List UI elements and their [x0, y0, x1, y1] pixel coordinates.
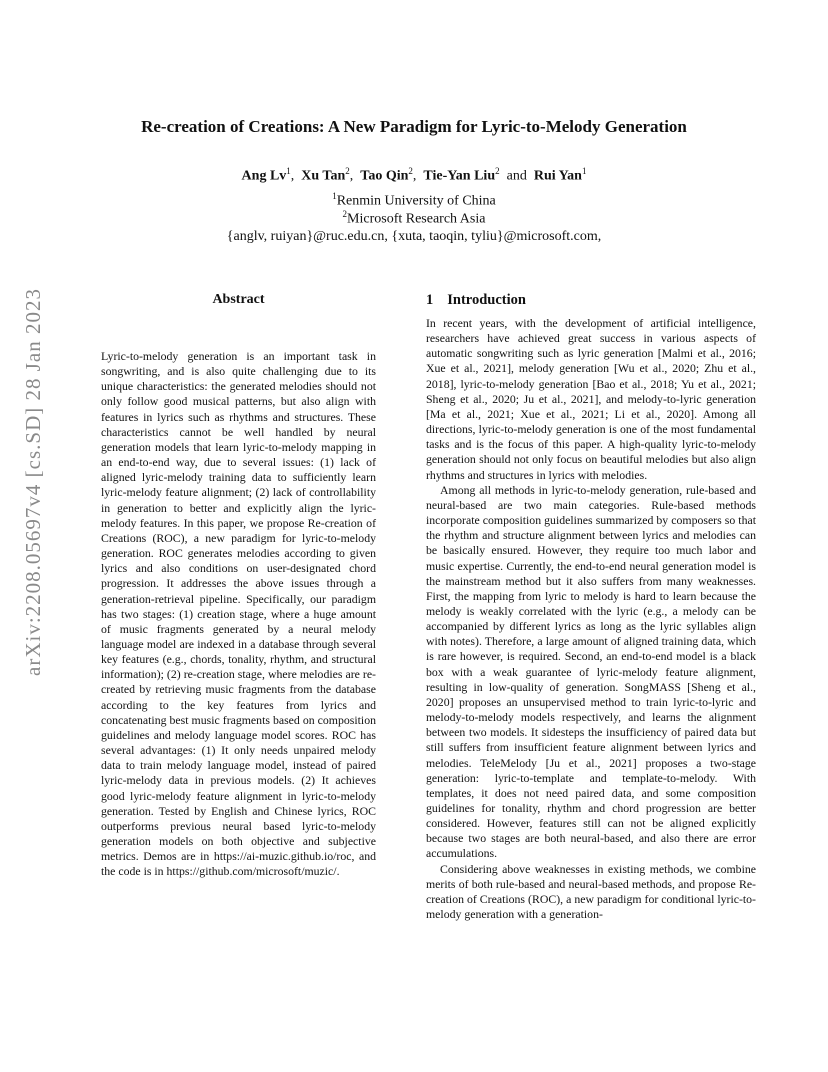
- author-affil-mark: 2: [345, 166, 350, 176]
- arxiv-id-text: arXiv:2208.05697v4 [cs.SD] 28 Jan 2023: [20, 288, 45, 676]
- author-affil-mark: 2: [495, 166, 500, 176]
- intro-paragraph: In recent years, with the development of artificial intelligence, researchers have achieved great success in various aspects of automatic songwriting such as lyric generation [Malmi et al., 2016; Xue et al., 2021], melody generation [Wu et al., 2020; Zhu et al., 2018], lyric-to-melody generation [Bao et al., 2018; Yu et al., 2021; Sheng et al., 2020; Ju et al., 2021], and melody-to-lyric generation [Ma et al., 2021; Xue et al., 2021; Li et al., 2020]. Among all directions, lyric-to-melody generation is one of the most fundamental tasks and is the focus of this paper. A high-quality lyric-to-melody generation should not only focus on beautiful melodies but also align rhythms and structures in lyrics with melodies.: [426, 316, 756, 482]
- affiliation-2: [0, 209, 828, 228]
- affil-mark: 2: [342, 209, 348, 219]
- author-name: Tao Qin: [360, 168, 409, 184]
- section-heading-introduction: [426, 292, 526, 309]
- introduction-body: [426, 316, 756, 922]
- arxiv-identifier: [16, 288, 50, 676]
- author-separator: ,: [349, 168, 361, 184]
- author-separator: and: [499, 168, 534, 184]
- author-affil-mark: 1: [286, 166, 291, 176]
- intro-paragraph: Among all methods in lyric-to-melody generation, rule-based and neural-based are two main categories. Rule-based methods incorporate composition guidelines summarized by composers so that the rhythm and structure alignment between lyrics and melodies can be basically ensured. However, they require too much labor and music expertise. Currently, the end-to-end neural generation model is the mainstream method but it also suffers from many weaknesses. First, the mapping from lyric to melody is hard to learn because the melody is weakly correlated with the lyric (e.g., a melody can be accompanied by different lyrics as long as the lyric syllables align with notes). Therefore, a large amount of aligned training data, which is rare however, is required. Second, an end-to-end model is a black box with a weak guarantee of lyric-melody feature alignment, resulting in low-quality of generation. SongMASS [Sheng et al., 2020] proposes an unsupervised method to train lyric-to-lyric and melody-to-melody models respectively, and learns the alignment between two models. It sidesteps the insufficiency of paired data but still suffers from insufficient feature alignment between lyrics and melodies. TeleMelody [Ju et al., 2021] proposes a two-stage generation: lyric-to-template and template-to-melody. With templates, it does not need paired data, and some composition guidelines for tonality, rhythm and chord progression are better considered. However, features still can not be aligned explicitly because two stages are both neural-based, and also there are error accumulations.: [426, 482, 756, 861]
- affil-name: Microsoft Research Asia: [347, 211, 486, 227]
- section-title: Introduction: [447, 292, 526, 308]
- author-separator: ,: [290, 168, 302, 184]
- author-emails: {anglv, ruiyan}@ruc.edu.cn, {xuta, taoqin, tyliu}@microsoft.com,: [226, 229, 602, 244]
- affil-mark: 1: [332, 191, 337, 201]
- affil-name: Renmin University of China: [336, 193, 496, 209]
- author-name: Xu Tan: [301, 168, 346, 184]
- abstract-body: [101, 349, 376, 879]
- author-affil-mark: 1: [581, 166, 587, 176]
- author-list: [0, 166, 828, 185]
- author-name: Tie-Yan Liu: [423, 168, 496, 184]
- author-name: Rui Yan: [533, 168, 582, 184]
- paper-title: Re-creation of Creations: A New Paradigm for Lyric-to-Melody Generation: [141, 117, 687, 136]
- abstract-heading: Abstract: [212, 292, 265, 307]
- abstract-text: Lyric-to-melody generation is an important task in songwriting, and is also quite challenging due to its unique characteristics: the generated melodies should not only follow good musical patterns, but also align with features in lyrics such as rhythms and structures. These characteristics cannot be well handled by neural generation models that learn lyric-to-melody mapping in an end-to-end way, due to several issues: (1) lack of aligned lyric-melody training data to sufficiently learn lyric-melody feature alignment; (2) lack of controllability in generation to better and explicitly align the lyric-melody features. In this paper, we propose Re-creation of Creations (ROC), a new paradigm for lyric-to-melody generation. ROC generates melodies according to given lyrics and also conditions on user-designated chord progression. It addresses the above issues through a generation-retrieval pipeline. Specifically, our paradigm has two stages: (1) creation stage, where a huge amount of music fragments generated by a neural melody language model are indexed in a database through several key features (e.g., chords, tonality, rhythm, and structural information); (2) re-creation stage, where melodies are re-created by retrieving music fragments from the database according to the key features from lyrics and concatenating best music fragments based on composition guidelines and melody language model scores. ROC has several advantages: (1) It only needs unpaired melody data to train melody language model, instead of paired lyric-melody data in previous models. (2) It achieves good lyric-melody feature alignment in lyric-to-melody generation. Tested by English and Chinese lyrics, ROC outperforms previous neural based lyric-to-melody generation models on both objective and subjective metrics. Demos are in https://ai-muzic.github.io/roc, and the code is in https://github.com/microsoft/muzic/.: [101, 349, 376, 879]
- section-number: 1: [426, 292, 434, 308]
- affiliation-1: [0, 191, 828, 210]
- intro-paragraph: Considering above weaknesses in existing methods, we combine merits of both rule-based and neural-based methods, and propose Re-creation of Creations (ROC), a new paradigm for conditional lyric-to-melody generation with a generation-: [426, 861, 756, 922]
- author-affil-mark: 2: [408, 166, 413, 176]
- author-name: Ang Lv: [241, 168, 287, 184]
- author-separator: ,: [412, 168, 424, 184]
